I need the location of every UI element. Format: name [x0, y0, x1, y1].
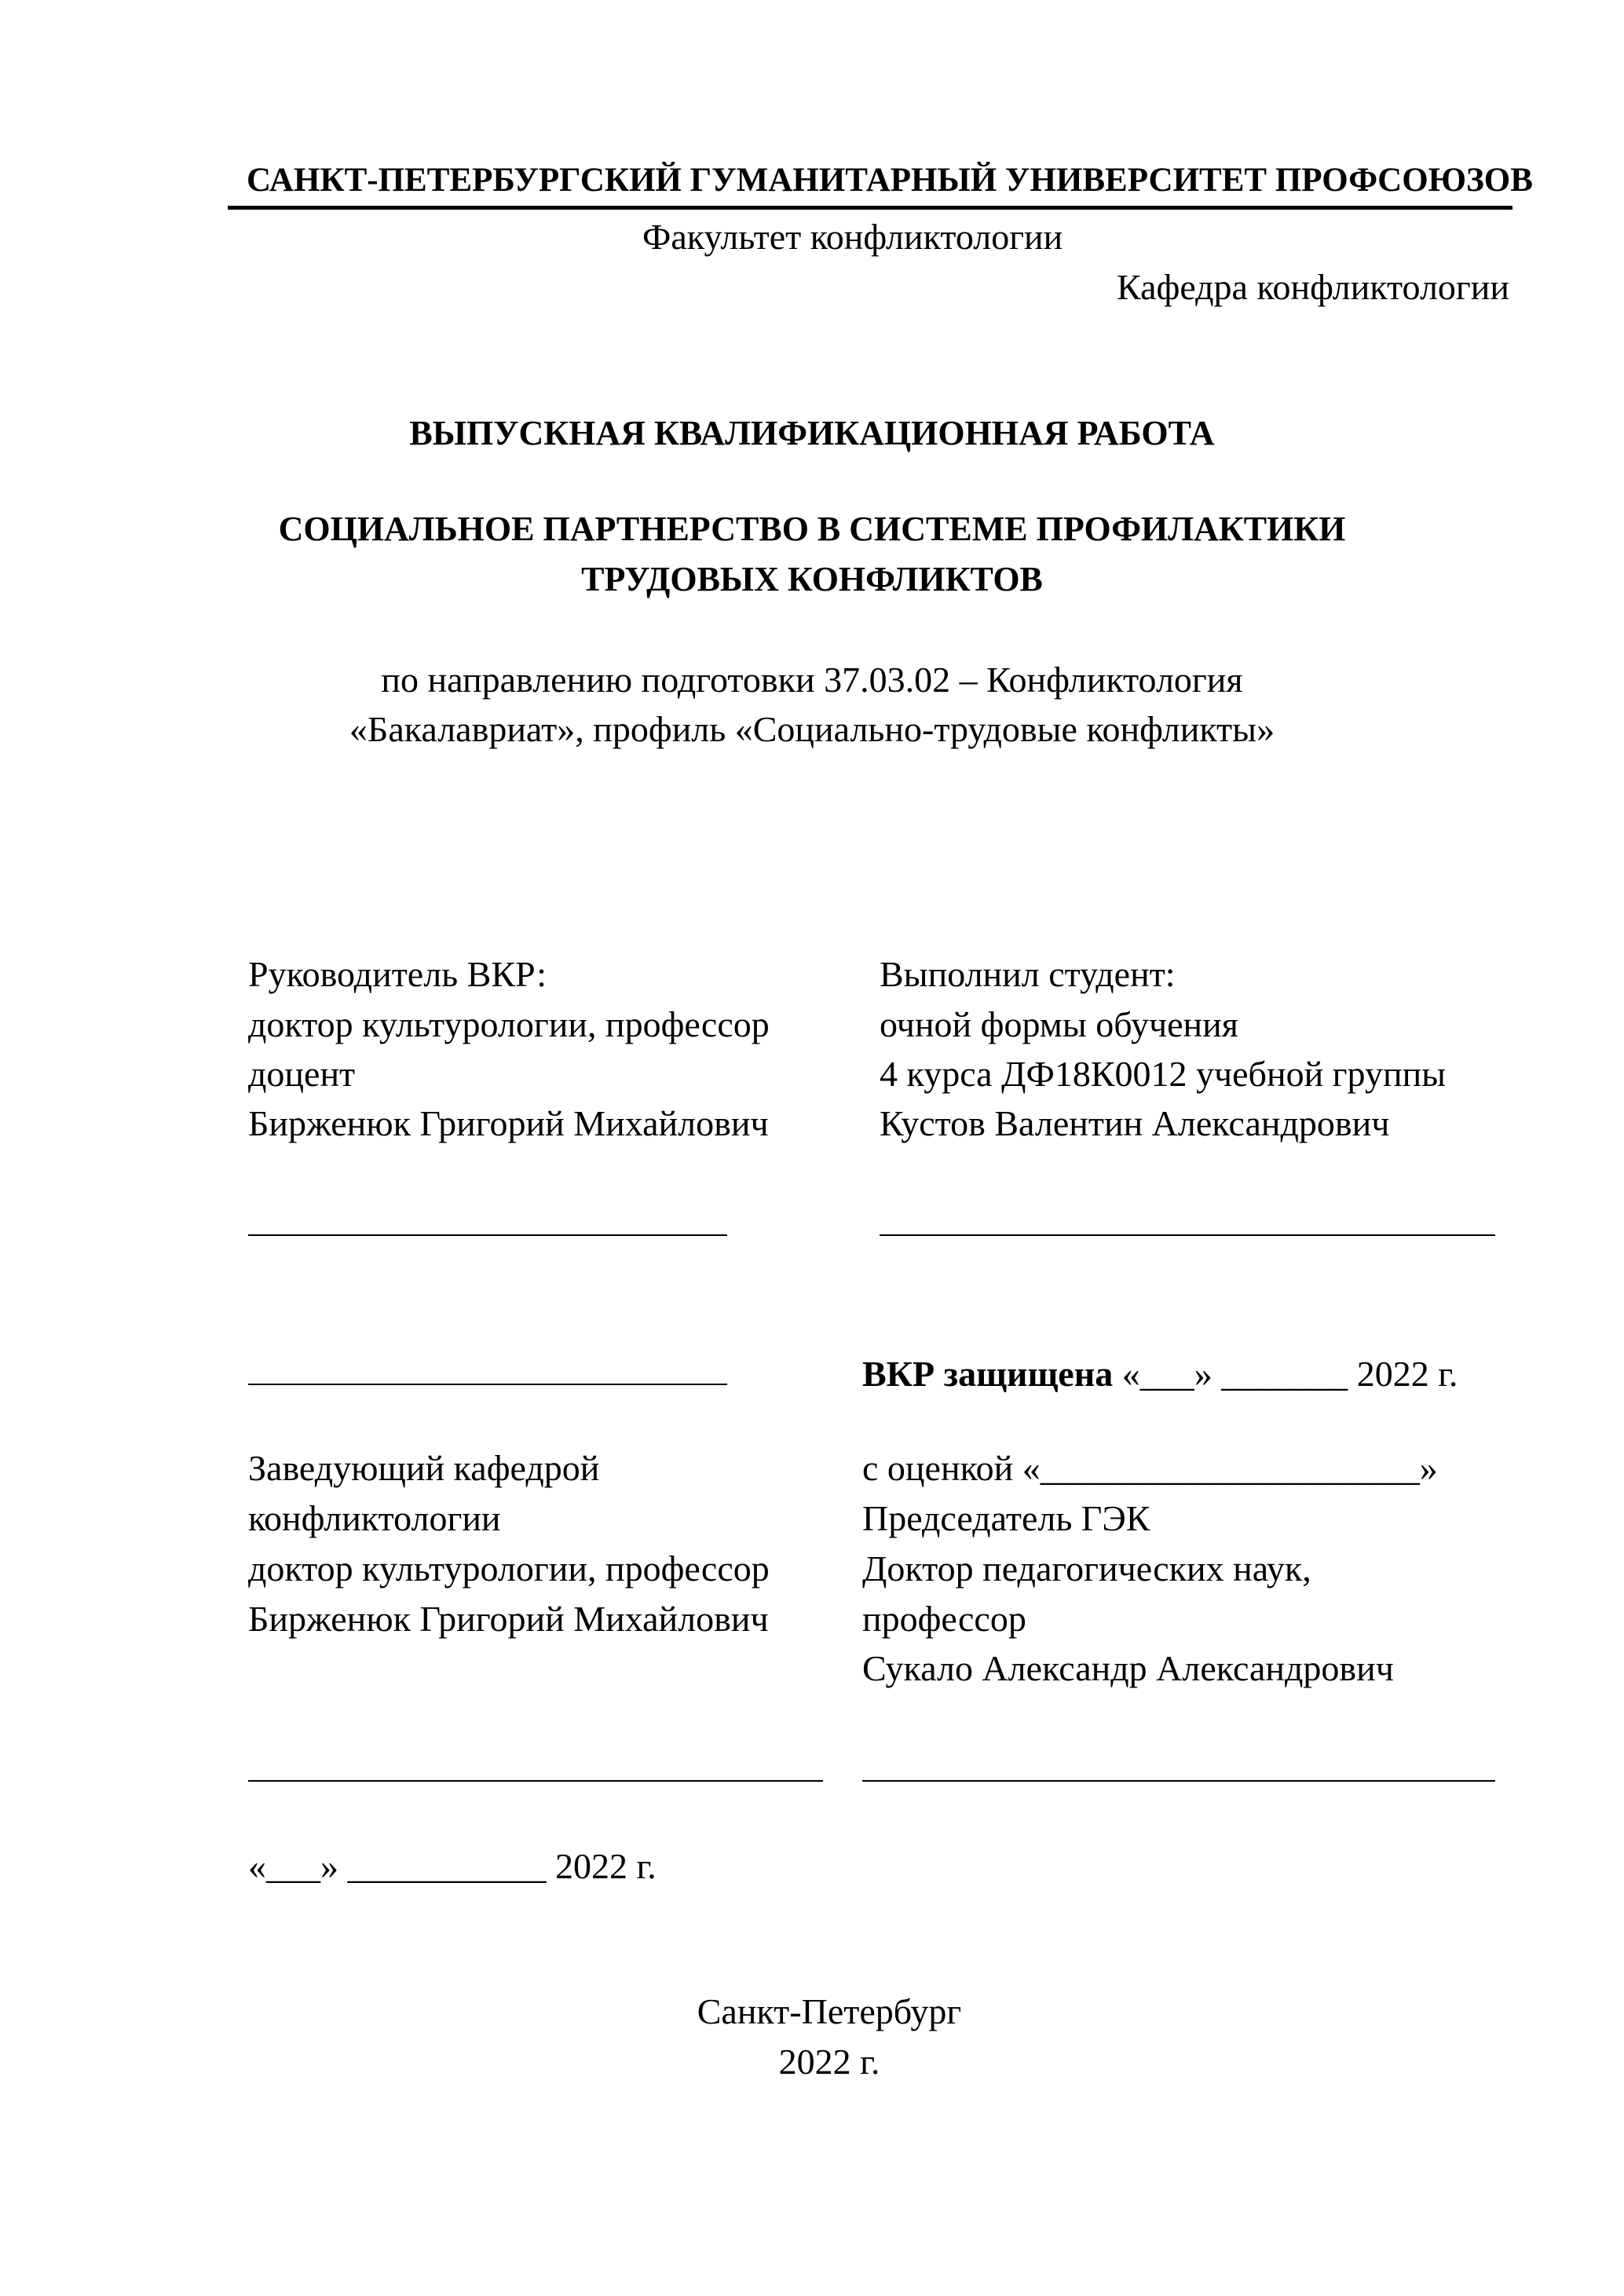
direction-line1: по направлению подготовки 37.03.02 – Конфликтология: [381, 660, 1243, 700]
supervisor-degree: доктор культурологии, профессор: [248, 1004, 770, 1044]
chair-degree-line2: профессор: [862, 1599, 1026, 1639]
department-name: Кафедра конфликтологии: [1117, 267, 1509, 307]
head-degree: доктор культурологии, профессор: [248, 1548, 770, 1589]
approval-date: «___» ___________ 2022 г.: [248, 1846, 657, 1886]
chair-degree-line1: Доктор педагогических наук,: [862, 1548, 1311, 1589]
student-signature-line: [880, 1234, 1495, 1236]
work-title-line2: ТРУДОВЫХ КОНФЛИКТОВ: [581, 560, 1043, 598]
supervisor-signature-line: [248, 1234, 727, 1236]
year: 2022 г.: [778, 2042, 880, 2082]
supervisor-rank: доцент: [248, 1054, 356, 1094]
supervisor-label: Руководитель ВКР:: [248, 954, 547, 994]
direction-line2: «Бакалавриат», профиль «Социально-трудовые конфликты»: [349, 709, 1275, 749]
defense-label: ВКР защищена: [862, 1354, 1114, 1394]
supervisor-name: Бирженюк Григорий Михайлович: [248, 1103, 769, 1143]
chair-label: Председатель ГЭК: [862, 1498, 1150, 1538]
work-type: ВЫПУСКНАЯ КВАЛИФИКАЦИОННАЯ РАБОТА: [409, 414, 1215, 452]
defense-date: «___» _______ 2022 г.: [1121, 1354, 1458, 1394]
work-title-line1: СОЦИАЛЬНОЕ ПАРТНЕРСТВО В СИСТЕМЕ ПРОФИЛАКТИКИ: [278, 510, 1346, 548]
student-form: очной формы обучения: [880, 1004, 1238, 1044]
head-label-line1: Заведующий кафедрой: [248, 1448, 600, 1488]
chair-name: Сукало Александр Александрович: [862, 1648, 1394, 1688]
head-signature-line: [248, 1780, 823, 1782]
supervisor-date-line: [248, 1384, 727, 1385]
chair-signature-line: [862, 1780, 1495, 1782]
student-name: Кустов Валентин Александрович: [880, 1103, 1390, 1143]
university-name: САНКТ-ПЕТЕРБУРГСКИЙ ГУМАНИТАРНЫЙ УНИВЕРСИТЕТ ПРОФСОЮЗОВ: [247, 162, 1533, 199]
head-label-line2: конфликтологии: [248, 1498, 501, 1538]
student-label: Выполнил студент:: [880, 954, 1176, 994]
defense-status: [862, 1356, 1458, 1392]
head-name: Бирженюк Григорий Михайлович: [248, 1599, 769, 1639]
city: Санкт-Петербург: [697, 1991, 962, 2031]
faculty-name: Факультет конфликтологии: [642, 217, 1063, 257]
header-rule: [228, 206, 1512, 210]
defense-grade: с оценкой «_____________________»: [862, 1448, 1438, 1488]
student-group: 4 курса ДФ18К0012 учебной группы: [880, 1054, 1447, 1094]
